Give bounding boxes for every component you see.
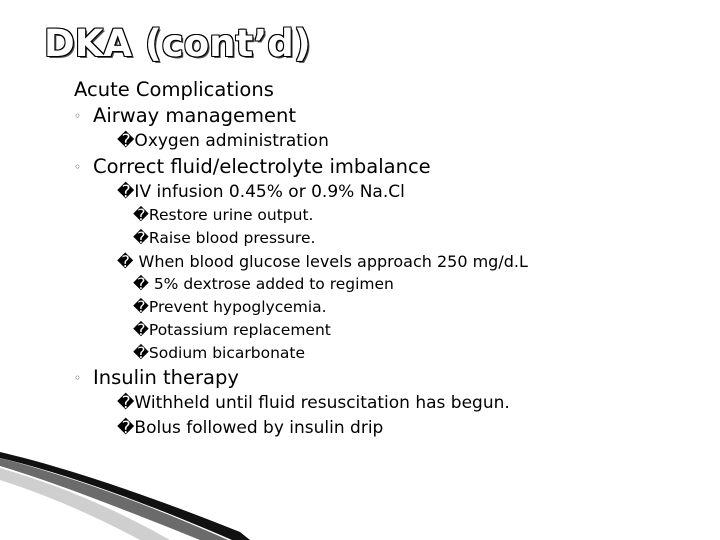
list-item bbox=[133, 321, 331, 339]
line-text: �Restore urine output. bbox=[133, 206, 314, 224]
list-item bbox=[133, 344, 305, 362]
line-text: Airway management bbox=[93, 104, 297, 127]
line-text: �IV infusion 0.45% or 0.9% Na.Cl bbox=[117, 182, 405, 202]
list-item bbox=[74, 366, 239, 389]
list-item bbox=[117, 252, 528, 271]
heading-acute-complications bbox=[74, 78, 274, 101]
line-text: � When blood glucose levels approach 250 mg/d.L bbox=[117, 252, 528, 271]
circle-bullet-icon: ◦ bbox=[74, 109, 82, 123]
list-item bbox=[133, 275, 394, 293]
line-text: �Potassium replacement bbox=[133, 321, 331, 339]
line-text: �Bolus followed by insulin drip bbox=[117, 418, 384, 438]
line-text: �Prevent hypoglycemia. bbox=[133, 298, 327, 316]
list-item bbox=[117, 418, 383, 438]
list-item bbox=[117, 182, 405, 202]
line-text: � 5% dextrose added to regimen bbox=[133, 275, 394, 293]
line-text: �Withheld until fluid resuscitation has begun. bbox=[117, 393, 510, 413]
line-text: Acute Complications bbox=[74, 78, 274, 101]
line-text: �Sodium bicarbonate bbox=[133, 344, 306, 362]
list-item bbox=[133, 298, 327, 316]
list-item bbox=[74, 155, 431, 178]
circle-bullet-icon: ◦ bbox=[74, 160, 82, 174]
list-item bbox=[117, 131, 329, 151]
list-item bbox=[133, 229, 315, 247]
slide-title: DKA (cont’d) bbox=[44, 22, 311, 65]
line-text: �Raise blood pressure. bbox=[133, 229, 316, 247]
line-text: Correct fluid/electrolyte imbalance bbox=[93, 155, 431, 178]
decorative-swoosh bbox=[0, 450, 720, 540]
circle-bullet-icon: ◦ bbox=[74, 371, 82, 385]
line-text: �Oxygen administration bbox=[117, 131, 329, 151]
list-item bbox=[117, 393, 510, 413]
list-item bbox=[133, 206, 313, 224]
line-text: Insulin therapy bbox=[93, 366, 239, 389]
list-item bbox=[74, 104, 296, 127]
